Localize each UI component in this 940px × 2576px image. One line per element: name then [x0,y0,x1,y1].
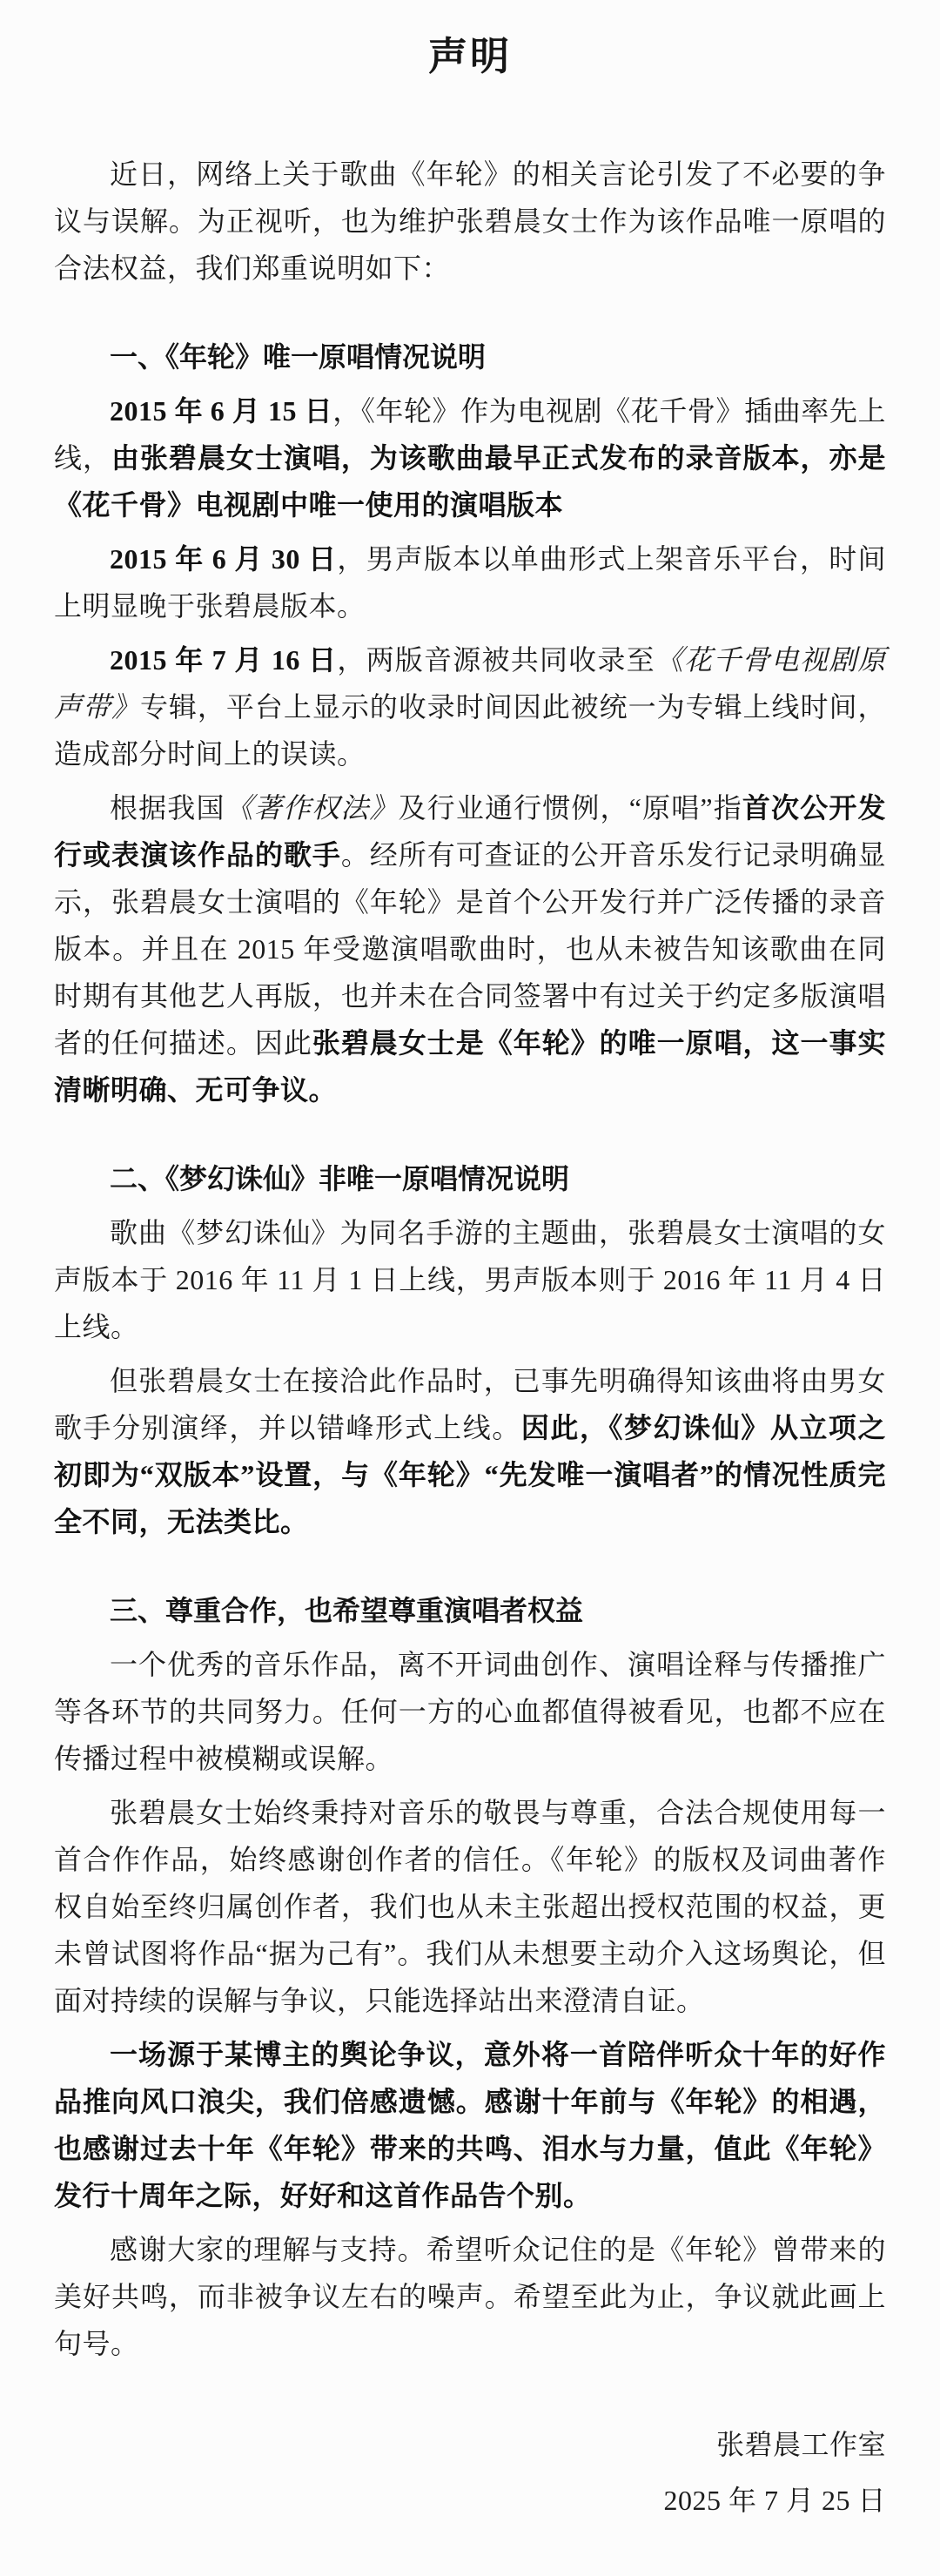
signature-date: 2025 年 7 月 25 日 [663,2485,886,2516]
text-run: 专辑，平台上显示的收录时间因此被统一为专辑上线时间，造成部分时间上的误读。 [54,691,886,770]
signature-name: 张碧晨工作室 [715,2429,886,2460]
text-run: 《著作权法》 [225,792,399,824]
section-heading [54,333,886,380]
document-title: 声明 [427,35,512,78]
paragraph [54,2031,886,2219]
text-run: 2015 年 6 月 15 日 [110,395,333,427]
paragraph [54,1641,886,1782]
paragraph [54,387,886,528]
section-heading [54,1155,886,1202]
text-run: 张碧晨女士始终秉持对音乐的敬畏与尊重，合法合规使用每一首合作作品，始终感谢创作者的信任。《年轮》的版权及词曲著作权自始至终归属创作者，我们也从未主张超出授权范围的权益，更未曾试图将作品“据为己有”。我们从未想要主动介入这场舆论，但面对持续的误解与争议，只能选择站出来澄清自证。 [54,1797,886,2016]
text-run: 三、尊重合作，也希望尊重演唱者权益 [110,1595,584,1626]
text-run: 歌曲《梦幻诛仙》为同名手游的主题曲，张碧晨女士演唱的女声版本于 2016 年 11 月 1 日上线，男声版本则于 2016 年 11 月 4 日上线。 [54,1217,886,1342]
text-run: 张碧晨女士是《年轮》的唯一原唱，这一事实清晰明确、无可争议。 [54,1027,886,1106]
paragraph [54,1209,886,1350]
paragraph [54,535,886,629]
section-heading [54,1587,886,1634]
text-run: 由张碧晨女士演唱，为该歌曲最早正式发布的录音版本，亦是《花千骨》电视剧中唯一使用的演唱版本 [54,442,886,521]
text-run: 。经所有可查证的公开音乐发行记录明确显示，张碧晨女士演唱的《年轮》是首个公开发行并广泛传播的录音版本。并且在 2015 年受邀演唱歌曲时，也从未被告知该歌曲在同时期有其他艺人再版，也并未在合同签署中有过关于约定多版演唱者的任何描述。因此 [54,839,886,1059]
text-run: 近日，网络上关于歌曲《年轮》的相关言论引发了不必要的争议与误解。为正视听，也为维护张碧晨女士作为该作品唯一原唱的合法权益，我们郑重说明如下： [54,158,886,284]
text-run: 2015 年 6 月 30 日 [110,543,338,575]
paragraph [54,2226,886,2367]
text-run: 但张碧晨女士在接洽此作品时，已事先明确得知该曲将由男女歌手分别演绎，并以错峰形式上线。 [54,1365,886,1443]
text-run: ，两版音源被共同收录至 [337,644,655,676]
paragraph [54,1789,886,2024]
paragraph [54,151,886,292]
text-run: ，男声版本以单曲形式上架音乐平台，时间上明显晚于张碧晨版本。 [54,543,886,622]
text-run: 《花千骨电视剧原声带》 [54,644,886,723]
text-run: ，《年轮》作为电视剧《花千骨》插曲率先上线， [54,395,886,474]
paragraph [54,636,886,777]
text-run: 根据我国 [110,792,225,824]
text-run: 及行业通行惯例，“原唱”指 [398,792,742,824]
text-run: 因此，《梦幻诛仙》从立项之初即为“双版本”设置，与《年轮》“先发唯一演唱者”的情况性质完全不同，无法类比。 [54,1412,886,1537]
text-run: 一场源于某博主的舆论争议，意外将一首陪伴听众十年的好作品推向风口浪尖，我们倍感遗憾。感谢十年前与《年轮》的相遇，也感谢过去十年《年轮》带来的共鸣、泪水与力量，值此《年轮》发行十周年之际，好好和这首作品告个别。 [54,2039,886,2211]
text-run: 一、《年轮》唯一原唱情况说明 [110,341,487,373]
signature-block [54,2421,886,2524]
text-run: 首次公开发行或表演该作品的歌手 [54,792,886,871]
text-run: 二、《梦幻诛仙》非唯一原唱情况说明 [110,1163,570,1194]
text-run: 一个优秀的音乐作品，离不开词曲创作、演唱诠释与传播推广等各环节的共同努力。任何一方的心血都值得被看见，也都不应在传播过程中被模糊或误解。 [54,1649,886,1774]
text-run: 感谢大家的理解与支持。希望听众记住的是《年轮》曾带来的美好共鸣，而非被争议左右的噪声。希望至此为止，争议就此画上句号。 [54,2234,886,2359]
paragraph [54,1357,886,1545]
text-run: 2015 年 7 月 16 日 [110,644,338,676]
paragraph [54,784,886,1113]
document-body [54,151,886,2367]
